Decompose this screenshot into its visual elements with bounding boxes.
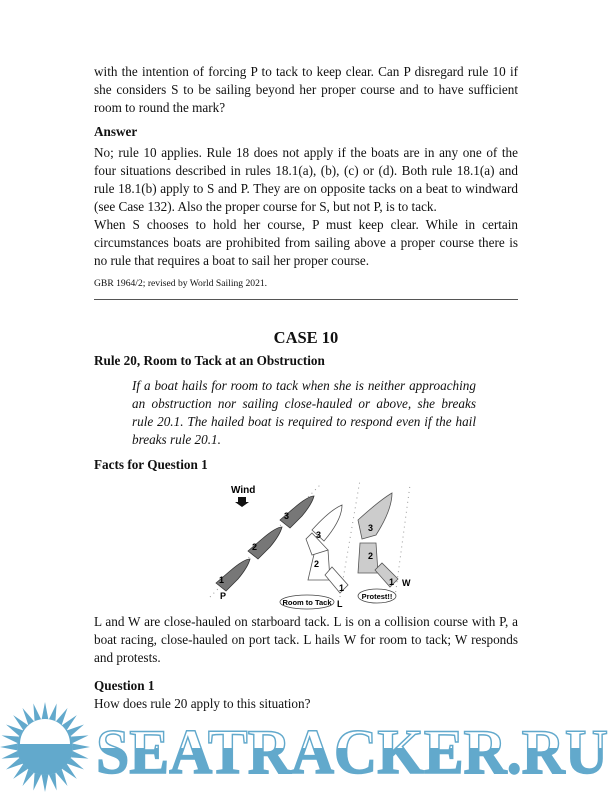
l-pos-3: 3: [316, 530, 322, 540]
l-label: L: [337, 599, 343, 609]
w-pos-3: 3: [368, 523, 374, 533]
sun-ray: [33, 704, 41, 721]
watermark-text: SEATRACKER.RU: [96, 716, 608, 787]
question-heading: Question 1: [94, 678, 155, 693]
p-pos-2: 2: [252, 542, 258, 552]
boat-p: [216, 496, 314, 591]
l-pos-2: 2: [314, 559, 320, 569]
sun-ray: [2, 751, 19, 759]
callout-protest: Protest!!: [361, 592, 393, 601]
sun-ray: [2, 735, 19, 743]
p-pos-1: 1: [219, 575, 225, 585]
sun-ray: [71, 751, 88, 759]
case-title: CASE 10: [273, 328, 339, 347]
source-note: GBR 1964/2; revised by World Sailing 2021.: [94, 278, 268, 289]
p-pos-3: 3: [284, 511, 290, 521]
boat-l: [306, 505, 348, 593]
question-text: How does rule 20 apply to this situation?: [94, 696, 311, 711]
p-label: P: [220, 591, 227, 601]
answer-paragraph-2: When S chooses to hold her course, P must keep clear. While in certain circumstances boats are prohibited from sailing above a proper course there is no rule that requires a boat to sail her proper course.: [94, 217, 518, 268]
l-pos-1: 1: [339, 583, 345, 593]
sun-ray: [33, 773, 41, 790]
sun-ray: [49, 704, 57, 721]
wind-arrow-icon: [235, 497, 249, 507]
sun-icon: [0, 702, 90, 792]
answer-heading: Answer: [94, 124, 138, 139]
sun-ray: [0, 744, 17, 751]
case-summary: If a boat hails for room to tack when she is neither approaching an obstruction nor sailing close-hauled or above, she breaks rule 20.1. The hailed boat is required to respond even if the hail breaks rule 20.1.: [132, 378, 476, 447]
sun-ray: [49, 773, 57, 790]
callout-room-to-tack: Room to Tack: [282, 598, 332, 607]
sun-ray: [71, 735, 88, 743]
intro-paragraph: with the intention of forcing P to tack to keep clear. Can P disregard rule 10 if she considers S to be sailing beyond her proper course and to have sufficient room to round the mark?: [94, 64, 518, 115]
w-label: W: [402, 578, 411, 588]
sun-ray: [42, 775, 49, 792]
boat-w: [358, 493, 398, 587]
divider: [94, 299, 518, 300]
facts-heading: Facts for Question 1: [94, 457, 208, 472]
answer-paragraph-1: No; rule 10 applies. Rule 18 does not apply if the boats are in any one of the four situations described in rules 18.1(a), (b), (c) or (d). Both rule 18.1(a) and rule 18.1(b) apply to S and P. They are on opposite tacks on a beat to windward (see Case 132). Also the proper course for S, but not P, is to tack.: [94, 145, 518, 214]
w-pos-1: 1: [389, 577, 395, 587]
watermark-logo: [0, 700, 612, 792]
case-subtitle: Rule 20, Room to Tack at an Obstruction: [94, 353, 325, 368]
wind-label: Wind: [231, 485, 256, 496]
sun-ray: [73, 744, 90, 751]
w-pos-2: 2: [368, 551, 374, 561]
facts-paragraph: L and W are close-hauled on starboard tack. L is on a collision course with P, a boat racing, close-hauled on port tack. L hails W for room to tack; W responds and protests.: [94, 614, 518, 665]
case-diagram: [200, 475, 430, 615]
sun-ray: [42, 702, 49, 719]
